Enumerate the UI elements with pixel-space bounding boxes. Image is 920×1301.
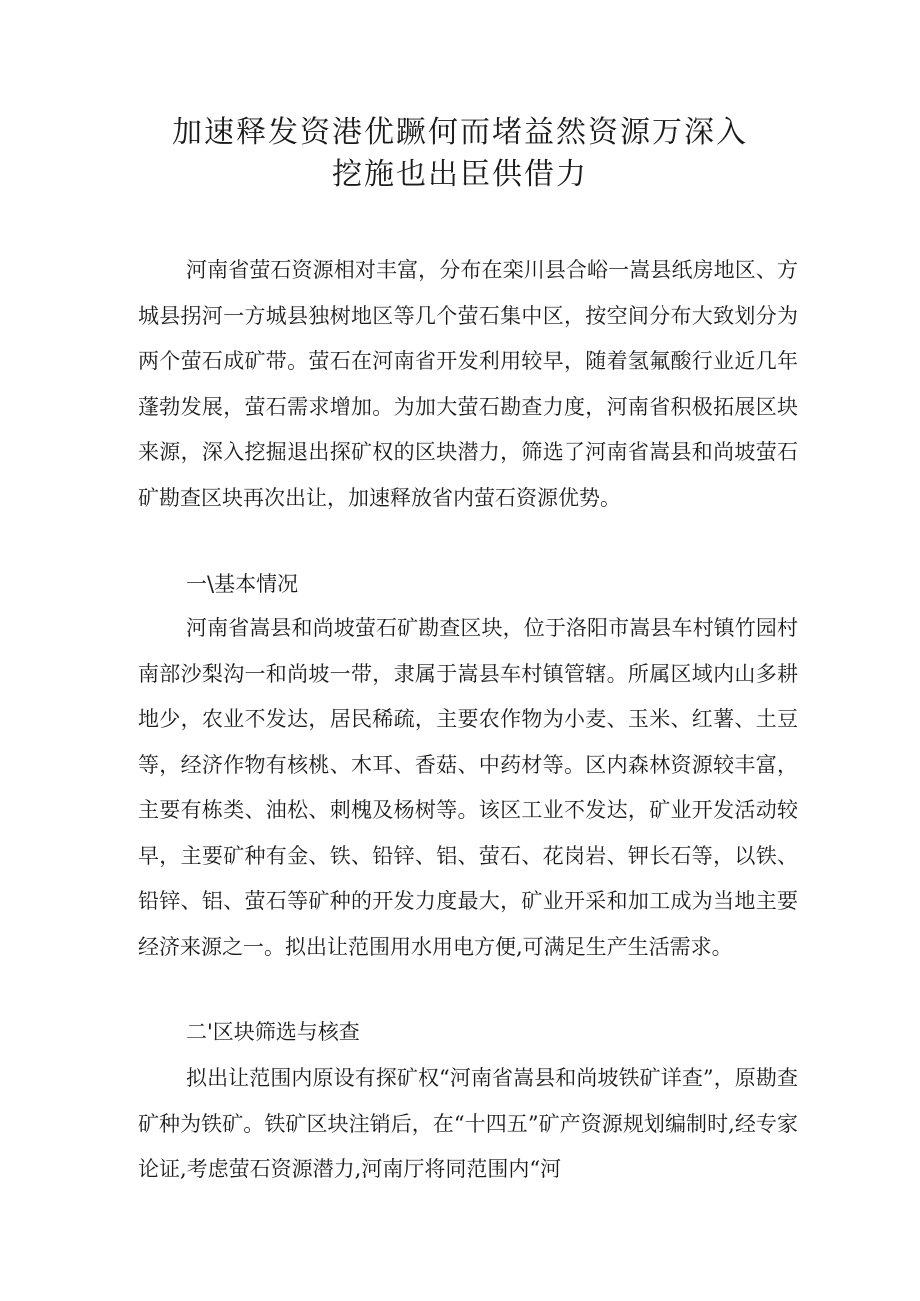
section-heading-basic-situation: 一\基本情况 (186, 572, 299, 596)
document-title-line-1: 加速释发资港优蹶何而堵益然资源万深入 (172, 115, 748, 150)
basic-situation-paragraph: 河南省嵩县和尚坡萤石矿勘查区块，位于洛阳市嵩县车村镇竹园村南部沙梨沟一和尚坡一带，隶属于嵩县车村镇管辖。所属区域内山多耕地少，农业不发达，居民稀疏，主要农作物为小麦、玉米、红薯、土豆等，经济作物有核桃、木耳、香菇、中药材等。区内森林资源较丰富，主要有栋类、油松、刺槐及杨树等。该区工业不发达，矿业开发活动较早，主要矿种有金、铁、铅锌、铝、萤石、花岗岩、钾长石等，以铁、铅锌、铝、萤石等矿种的开发力度最大，矿业开采和加工成为当地主要经济来源之一。拟出让范围用水用电方便,可满足生产生活需求。 (138, 616, 798, 959)
intro-paragraph: 河南省萤石资源相对丰富，分布在栾川县合峪一嵩县纸房地区、方城县拐河一方城县独树地区等几个萤石集中区，按空间分布大致划分为两个萤石成矿带。萤石在河南省开发利用较早，随着氢氟酸行业近几年蓬勃发展，萤石需求增加。为加大萤石勘查力度，河南省积极拓展区块来源，深入挖掘退出探矿权的区块潜力，筛选了河南省嵩县和尚坡萤石矿勘查区块再次出让，加速释放省内萤石资源优势。 (138, 258, 798, 510)
section-heading-block-screening: 二'区块筛选与核查 (186, 1020, 360, 1044)
document-title-line-2: 挖施也出臣供借力 (332, 157, 588, 192)
block-screening-paragraph: 拟出让范围内原设有探矿权“河南省嵩县和尚坡铁矿详查”，原勘查矿种为铁矿。铁矿区块注销后，在“十四五”矿产资源规划编制时,经专家论证,考虑萤石资源潜力,河南厅将同范围内“河 (138, 1066, 798, 1181)
